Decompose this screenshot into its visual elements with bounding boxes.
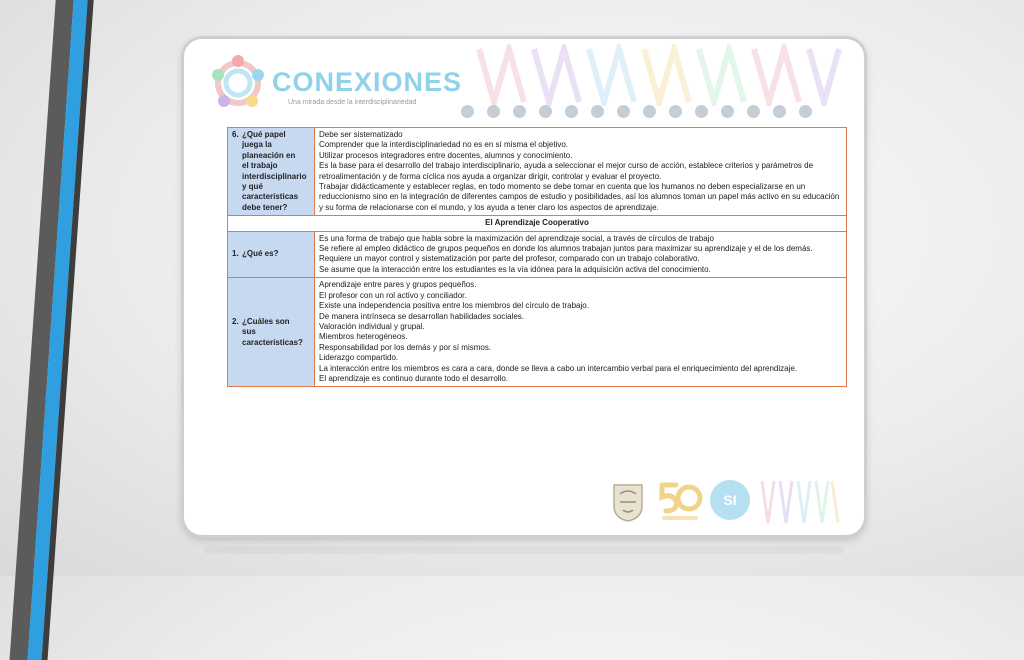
answer-cell	[315, 278, 847, 387]
question-text: ¿Qué es?	[242, 249, 279, 259]
dot	[695, 105, 708, 118]
content-table	[227, 127, 847, 387]
dot	[773, 105, 786, 118]
question-cell	[228, 128, 315, 216]
answer-line: La interacción entre los miembros es cara a cara, donde se lleva a cabo un intercambio verbal para el enriquecimiento del aprendizaje.	[319, 363, 798, 373]
dot	[799, 105, 812, 118]
dot	[617, 105, 630, 118]
unam-seal-icon	[611, 482, 645, 522]
dot	[591, 105, 604, 118]
question-number: 2.	[232, 316, 239, 326]
fifty-years-logo-icon	[656, 479, 704, 523]
reflection-bar	[204, 546, 844, 554]
answer-line: Comprender que la interdisciplinariedad no es en sí misma el objetivo.	[319, 140, 569, 150]
question-text: ¿Cuáles son sus características?	[242, 316, 303, 347]
dot	[747, 105, 760, 118]
dot	[643, 105, 656, 118]
footer-logos	[606, 477, 846, 527]
answer-line: Trabajar didácticamente y establecer reglas, en todo momento se debe tomar en cuenta que los humanos no deben especializarse en un reduccionismo sino en la integración de diferentes campos de estudio y posibilidades, así los alumnos toman un papel más activo en su educación y su forma de relacionarse con el mundo, y los ayuda a tener claro los aspectos de aprendizaje.	[319, 182, 840, 212]
answer-line: Valoración individual y grupal.	[319, 321, 425, 331]
question-number: 1.	[232, 249, 239, 259]
dot	[461, 105, 474, 118]
answer-line: Es la base para el desarrollo del trabajo interdisciplinario, ayuda a seleccionar el mejor curso de acción, establece criterios y parámetros de retroalimentación y de forma cíclica nos ayuda a organizar dirigir, controlar y evaluar el proyecto.	[319, 161, 814, 181]
answer-line: Liderazgo compartido.	[319, 353, 399, 363]
dot	[539, 105, 552, 118]
dot	[565, 105, 578, 118]
answer-line: Requiere un mayor control y sistematización por parte del profesor, comparado con un trabajo colaborativo.	[319, 254, 700, 264]
dot	[513, 105, 526, 118]
answer-line: Es una forma de trabajo que habla sobre la maximización del aprendizaje social, a través de círculos de trabajo	[319, 233, 714, 243]
question-cell	[228, 231, 315, 278]
brand-title: CONEXIONES	[272, 67, 463, 97]
decorative-lines-graphic	[474, 44, 844, 106]
table-row	[228, 278, 847, 387]
answer-line: Se refiere al empleo didáctico de grupos pequeños en donde los alumnos trabajan juntos para maximizar su aprendizaje y el de los demás.	[319, 244, 813, 254]
answer-line: Se asume que la interacción entre los estudiantes es la vía idónea para la adquisición activa del conocimiento.	[319, 264, 711, 274]
question-cell	[228, 278, 315, 387]
answer-line: Existe una independencia positiva entre los miembros del círculo de trabajo.	[319, 301, 589, 311]
answer-line: De manera intrínseca se desarrollan habilidades sociales.	[319, 311, 524, 321]
answer-line: Miembros heterogéneos.	[319, 332, 408, 342]
slide-reflection	[184, 540, 864, 576]
decorative-dot-row	[461, 105, 812, 118]
answer-line: Debe ser sistematizado	[319, 130, 403, 139]
si-badge: SI	[710, 480, 750, 520]
answer-line: El aprendizaje es continuo durante todo el desarrollo.	[319, 373, 509, 383]
answer-line: Aprendizaje entre pares y grupos pequeños.	[319, 280, 477, 290]
slide-card	[184, 39, 864, 535]
section-title: El Aprendizaje Cooperativo	[228, 216, 847, 231]
decorative-lines-small	[758, 479, 840, 525]
table-row	[228, 231, 847, 278]
dot	[669, 105, 682, 118]
dot	[721, 105, 734, 118]
conexiones-logo-icon	[208, 53, 268, 113]
answer-line: El profesor con un rol activo y conciliador.	[319, 290, 467, 300]
brand-subtitle: Una mirada desde la interdisciplinariedad	[288, 99, 417, 106]
answer-cell	[315, 128, 847, 216]
table-row	[228, 216, 847, 231]
table-row	[228, 128, 847, 216]
question-text: ¿Qué papel juega la planeación en el trabajo interdisciplinario y qué características debe tener?	[242, 130, 307, 212]
question-number: 6.	[232, 130, 239, 139]
answer-line: Responsabilidad por los demás y por sí mismos.	[319, 342, 492, 352]
answer-cell	[315, 231, 847, 278]
dot	[487, 105, 500, 118]
answer-line: Utilizar procesos integradores entre docentes, alumnos y conocimiento.	[319, 150, 573, 160]
